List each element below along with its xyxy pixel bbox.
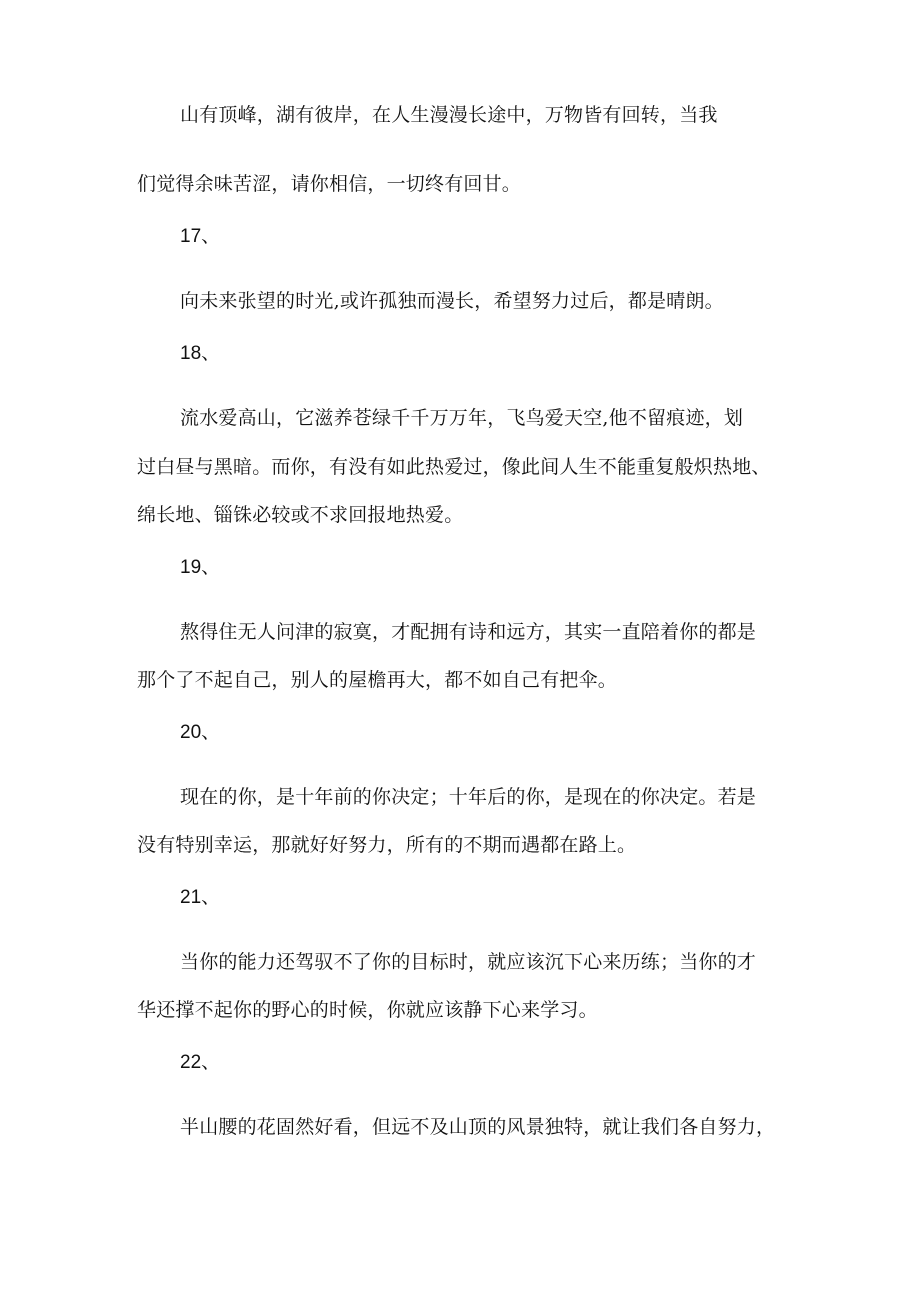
paragraph-line: 过白昼与黑暗。而你，有没有如此热爱过，像此间人生不能重复般炽热地、 — [137, 456, 771, 478]
item-number: 19、 — [180, 557, 221, 578]
paragraph-line: 熬得住无人问津的寂寞，才配拥有诗和远方，其实一直陪着你的都是 — [180, 621, 757, 643]
paragraph-line: 们觉得余味苦涩，请你相信，一切终有回甘。 — [137, 173, 522, 195]
paragraph-line: 绵长地、锱铢必较或不求回报地热爱。 — [137, 504, 464, 526]
item-number: 22、 — [180, 1052, 221, 1073]
paragraph-line: 没有特别幸运，那就好好努力，所有的不期而遇都在路上。 — [137, 834, 637, 856]
item-number: 21、 — [180, 887, 221, 908]
paragraph-line: 半山腰的花固然好看，但远不及山顶的风景独特，就让我们各自努力， — [180, 1116, 776, 1138]
paragraph-line: 那个了不起自己，别人的屋檐再大，都不如自己有把伞。 — [137, 669, 618, 691]
item-number: 18、 — [180, 343, 221, 364]
paragraph-line: 华还撑不起你的野心的时候，你就应该静下心来学习。 — [137, 999, 598, 1021]
paragraph-line: 向未来张望的时光,或许孤独而漫长，希望努力过后，都是晴朗。 — [180, 290, 724, 312]
item-number: 17、 — [180, 226, 221, 247]
paragraph-line: 当你的能力还驾驭不了你的目标时，就应该沉下心来历练；当你的才 — [180, 951, 757, 973]
paragraph-line: 山有顶峰，湖有彼岸，在人生漫漫长途中，万物皆有回转，当我 — [180, 104, 718, 126]
paragraph-line: 现在的你，是十年前的你决定；十年后的你，是现在的你决定。若是 — [180, 786, 757, 808]
paragraph-line: 流水爱高山，它滋养苍绿千千万万年，飞鸟爱天空,他不留痕迹，划 — [180, 407, 744, 429]
item-number: 20、 — [180, 722, 221, 743]
